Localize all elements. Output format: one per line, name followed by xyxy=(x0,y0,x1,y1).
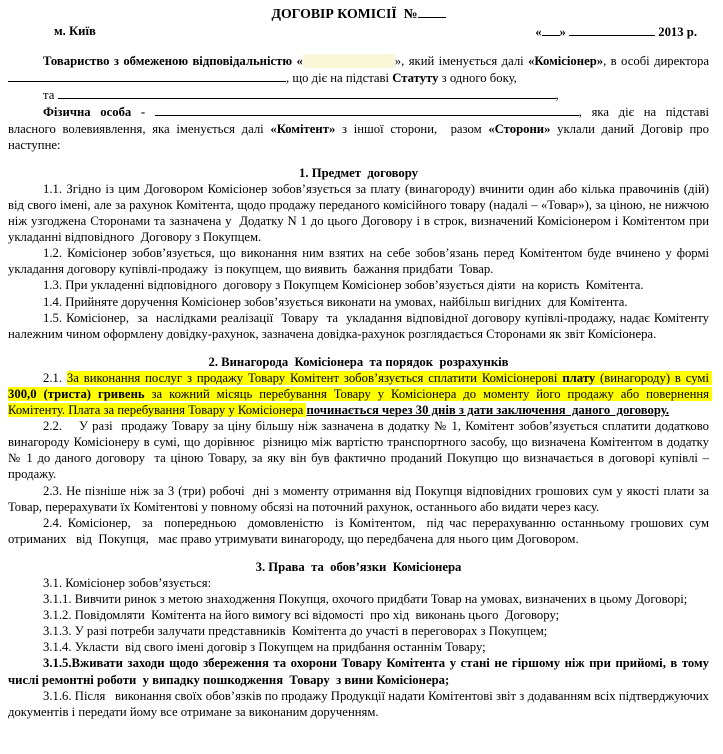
text-run: (винагороду) в сумі xyxy=(595,370,713,385)
text-run: 2.1. xyxy=(43,370,67,385)
clause-2-1 xyxy=(8,370,713,418)
clause-2-2 xyxy=(8,418,713,482)
text-run: », який іменується далі xyxy=(394,54,529,69)
fill-in-blank xyxy=(58,86,556,99)
text-run: за кожний місяць перебування Товару у Комісіонера до моменту його продажу або повернення Комітенту. Плата за перебування Товару у Комісіонера xyxy=(8,386,713,418)
party-commissioner-paragraph xyxy=(8,53,713,86)
place-date-line xyxy=(8,23,697,40)
clause-1-3 xyxy=(8,277,709,293)
text-run: , xyxy=(555,88,559,103)
clause-2-3 xyxy=(8,483,713,515)
text-run: 2013 р. xyxy=(655,25,697,40)
text-run: Фізична особа - xyxy=(43,105,155,120)
text-run: м. Київ xyxy=(54,24,96,39)
redacted-name-field xyxy=(303,54,395,68)
text-run: 300,0 (триста) гривень xyxy=(8,386,145,401)
fill-in-blank xyxy=(155,103,579,116)
document-title xyxy=(8,5,709,22)
text-run: 3.1.4. Укласти від свого імені договір з Покупцем на придбання останнім Товару; xyxy=(43,640,486,655)
clause-1-2 xyxy=(8,245,713,277)
clause-3-1-4 xyxy=(8,639,709,655)
text-run: ДОГОВІР КОМІСІЇ № xyxy=(271,6,418,21)
text-run: 3.1.1. Вивчити ринок з метою знаходження Покупця, охочого придбати Товар на умовах, визначених в цьому Договорі; xyxy=(43,592,688,607)
text-run: Статуту xyxy=(392,71,439,86)
text-run: 3.1.6. Після виконання своїх обов’язків по продажу Продукції надати Комітентові звіт з додаванням всіх підтверджуючих документів і передати йому все отримане за виконаним дорученням. xyxy=(8,688,716,719)
fill-in-blank xyxy=(569,23,655,36)
text-run: 3.1.2. Повідомляти Комітента на його вимогу всі відомості про хід виконань цього Договору; xyxy=(43,608,560,623)
text-run: 1.1. Згідно із цим Договором Комісіонер зобов’язується за плату (винагороду) вчинити один або кілька правочинів (дій) від свого імені, але за рахунок Комітента, щодо продажу переданого комісійного товару (надалі – «Товар»), за ціною, не нижчою ніж узгоджена Сторонами та зазначена у Додатку N 1 до цього Договору і в строк, визначений Комісіонером і Комітентом при укладанні відповідного Договору з Покупцем. xyxy=(8,181,713,245)
clause-3-1-5 xyxy=(8,655,713,687)
party-committent-paragraph xyxy=(8,103,713,152)
text-run: 2.2. У разі продажу Товару за ціну більшу ніж зазначена в додатку № 1, Комітент зобов’язується сплатити додатково винагороду Комісіонеру в сумі, що дорівнює різницю між вартістю транспортного засобу, що визначена Комітентом в додатку № 1 до даного договору та ціною Товару, за яку він був фактично проданий Покупцю що визначається в договорі купівлі – продажу. xyxy=(8,419,713,482)
section-3-heading xyxy=(8,559,709,575)
text-run: 2.4. Комісіонер, за попередньою домовленістю із Комітентом, під час перерахуванню останньому грошових сум отриманих від Покупця, має право утримувати винагороду, що передбачена для нього цим Договором. xyxy=(8,515,719,546)
text-run: з одного боку, xyxy=(438,71,517,86)
text-run: 1.4. Прийняте доручення Комісіонер зобов’язується виконати на умовах, найбільш вигідних для Комітента. xyxy=(43,294,628,309)
section-1-heading xyxy=(8,165,709,181)
party-second-blank-line xyxy=(8,86,709,103)
text-run: «Сторони» xyxy=(488,121,551,136)
clause-1-1 xyxy=(8,181,713,245)
text-run: За виконання послуг з продажу Товару Комітент зобов’язується сплатити Комісіонерові xyxy=(66,370,563,385)
clause-3-1-3 xyxy=(8,623,709,639)
text-run: починається через 30 днів з дати заключення даного договору. xyxy=(306,403,670,418)
text-run: « xyxy=(535,25,542,40)
date-blank-line xyxy=(535,23,697,40)
text-run: , в особі директора xyxy=(603,54,713,69)
text-run: Товариство з обмеженою відповідальністю « xyxy=(43,54,303,69)
text-run: » xyxy=(559,25,570,40)
clause-3-1 xyxy=(8,575,709,591)
text-run: 1.5. Комісіонер, за наслідками реалізації Товару та укладання відповідної договору купівлі-продажу, надає Комітенту належним чином оформлену довідку-рахунок, зазначена довідка-рахунок розглядається Сторонами як звіт Комісіонера. xyxy=(8,310,713,341)
text-run: з іншої сторони, разом xyxy=(335,121,489,136)
text-run: , яка діє на підставі власного волевиявлення, яка іменується далі xyxy=(8,105,713,136)
text-run: плату xyxy=(562,370,596,385)
text-run: уклали даний Договір про наступне: xyxy=(8,121,713,152)
text-run: 3. Права та обов’язки Комісіонера xyxy=(255,559,462,574)
text-run: та xyxy=(43,88,58,103)
clause-1-5 xyxy=(8,310,713,342)
fill-in-blank xyxy=(542,23,560,36)
text-run: 1.3. При укладенні відповідного договору з Покупцем Комісіонер зобов’язується діяти на користь Комітента. xyxy=(43,278,644,293)
text-run: 1. Предмет договору xyxy=(299,165,418,180)
clause-3-1-2 xyxy=(8,607,709,623)
city-label xyxy=(54,23,96,40)
clause-3-1-1 xyxy=(8,591,709,607)
section-2-heading xyxy=(8,354,709,370)
text-run: 2.3. Не пізніше ніж за 3 (три) робочі дні з моменту отримання від Покупця відповідних грошових сум у якості плати за Товар, перерахувати їх Комітентові у повному обсязі на поточний рахунок, останнього або видати через касу. xyxy=(8,483,713,514)
text-run: «Комітент» xyxy=(270,121,336,136)
text-run: , що діє на підставі xyxy=(286,71,393,86)
fill-in-blank xyxy=(418,5,446,18)
text-run: 3.1.3. У разі потреби залучати представників Комітента до участі в переговорах з Покупцем; xyxy=(43,624,548,639)
text-run: 3.1. Комісіонер зобов’язується: xyxy=(43,576,212,590)
fill-in-blank xyxy=(8,69,286,82)
text-run: 2. Винагорода Комісіонера та порядок розрахунків xyxy=(208,354,509,369)
clause-1-4 xyxy=(8,294,709,310)
clause-3-1-6 xyxy=(8,688,716,720)
text-run: 3.1.5.Вживати заходи щодо збереження та охорони Товару Комітента у стані не гіршому ніж при прийомі, в тому числі ремонтні роботи у випадку пошкодження Товару з вини Комісіонера; xyxy=(8,656,713,687)
text-run: 1.2. Комісіонер зобов’язується, що виконання ним взятих на себе зобов’язань перед Комітентом буде вчинено у формі укладання договору купівлі-продажу із покупцем, що виявить бажання придбати Товар. xyxy=(8,246,713,277)
text-run: «Комісіонер» xyxy=(528,54,604,69)
clause-2-4 xyxy=(8,515,719,547)
